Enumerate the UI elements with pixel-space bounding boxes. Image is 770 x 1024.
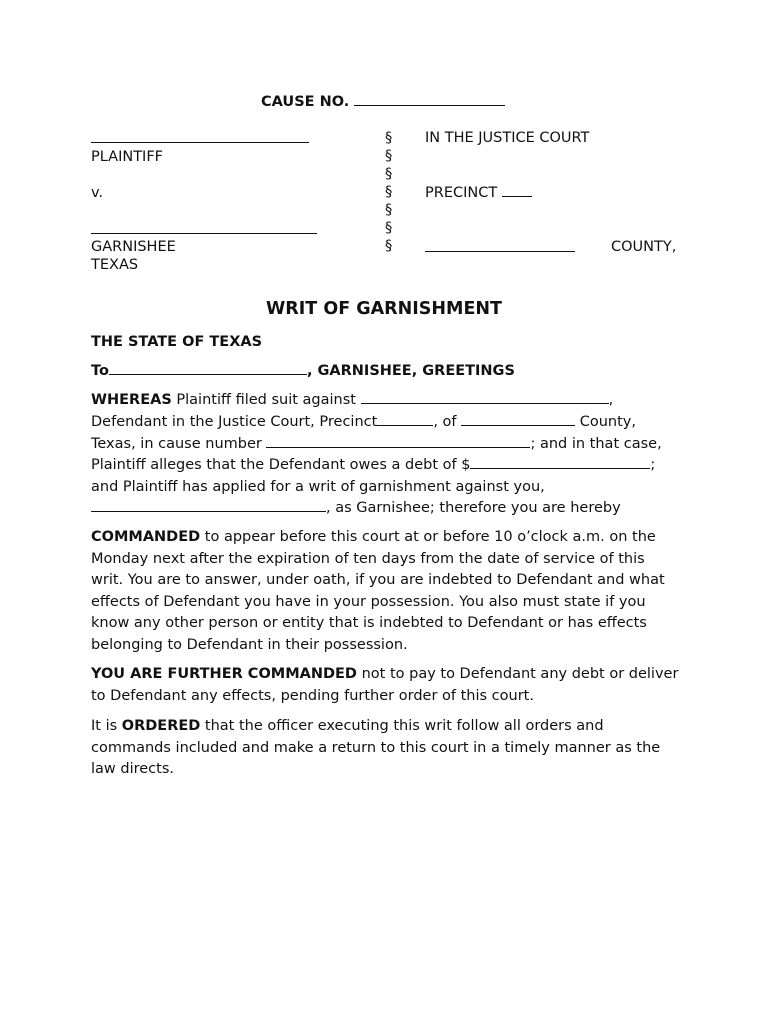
section-symbol: §	[385, 130, 393, 146]
further-commanded-lead: YOU ARE FURTHER COMMANDED	[91, 666, 357, 682]
section-symbol: §	[385, 184, 393, 200]
whereas-line-6	[91, 499, 621, 517]
section-symbol: §	[385, 148, 393, 164]
further-commanded-text: not to pay to Defendant any debt or deliver to Defendant any effects, pending further order of this court.	[91, 666, 679, 704]
state-label: TEXAS	[91, 257, 139, 273]
section-symbol: §	[385, 238, 393, 254]
defendant-name-blank	[361, 391, 609, 404]
whereas-line-4	[91, 456, 655, 474]
whereas-lead: WHEREAS	[91, 392, 172, 408]
whereas-text: Defendant in the Justice Court, Precinct	[91, 414, 378, 430]
further-commanded-paragraph	[91, 664, 681, 707]
cause-number-line	[261, 93, 505, 111]
whereas-text: Plaintiff alleges that the Defendant owes a debt of $	[91, 457, 471, 473]
precinct-blank	[502, 184, 532, 197]
greeting-line	[91, 362, 515, 380]
whereas-text: , as Garnishee; therefore you are hereby	[326, 500, 621, 516]
versus-label: v.	[91, 185, 104, 201]
garnishee-ref-blank	[91, 499, 326, 512]
debt-amount-blank	[470, 456, 650, 469]
ordered-pre: It is	[91, 718, 122, 734]
cause-number-label: CAUSE NO.	[261, 94, 350, 110]
ordered-text: that the officer executing this writ follow all orders and commands included and make a return to this court in a timely manner as the law directs.	[91, 718, 661, 778]
whereas-text: Texas, in cause number	[91, 436, 267, 452]
county-name-blank-line	[425, 239, 575, 257]
whereas-text: ; and in that case,	[530, 436, 662, 452]
garnishee-name-blank	[91, 221, 317, 234]
precinct-label: PRECINCT	[425, 185, 498, 201]
precinct-line	[425, 184, 532, 202]
whereas-line-5: and Plaintiff has applied for a writ of garnishment against you,	[91, 479, 545, 495]
greeting-rest: , GARNISHEE, GREETINGS	[306, 363, 515, 379]
county-label: COUNTY,	[611, 239, 677, 255]
whereas-text: ,	[608, 392, 614, 408]
section-symbol: §	[385, 202, 393, 218]
plaintiff-name-blank-line	[91, 130, 309, 148]
cause-number-ref-blank	[266, 435, 530, 448]
ordered-paragraph	[91, 716, 681, 781]
commanded-text: to appear before this court at or before 10 o’clock a.m. on the Monday next after the expiration of ten days from the date of service of this writ. You are to answer, under oath, if you are indebted to Defendant and what effects of Defendant you have in your possession. You also must state if you know any other person or entity that is indebted to Defendant or has effects belonging to Defendant in their possession.	[91, 529, 665, 653]
ordered-lead: ORDERED	[121, 718, 201, 734]
garnishee-greeting-blank	[109, 362, 307, 375]
whereas-text: County,	[575, 414, 636, 430]
document-title: WRIT OF GARNISHMENT	[266, 299, 502, 319]
whereas-line-1	[91, 391, 613, 409]
whereas-line-2	[91, 413, 636, 431]
commanded-lead: COMMANDED	[91, 529, 201, 545]
section-symbol: §	[385, 166, 393, 182]
whereas-text: , of	[433, 414, 462, 430]
whereas-line-3	[91, 435, 662, 453]
county-name-blank	[425, 239, 575, 252]
garnishee-label: GARNISHEE	[91, 239, 176, 255]
plaintiff-label: PLAINTIFF	[91, 149, 164, 165]
plaintiff-name-blank	[91, 130, 309, 143]
cause-number-blank	[354, 93, 505, 106]
court-label: IN THE JUSTICE COURT	[425, 130, 590, 146]
commanded-paragraph	[91, 527, 681, 657]
state-heading: THE STATE OF TEXAS	[91, 334, 263, 350]
whereas-text: ;	[650, 457, 656, 473]
greeting-to: To	[91, 363, 109, 379]
precinct-number-blank	[377, 413, 433, 426]
whereas-text: Plaintiff filed suit against	[171, 392, 361, 408]
section-symbol: §	[385, 220, 393, 236]
county-blank	[461, 413, 575, 426]
garnishee-name-blank-line	[91, 221, 317, 239]
